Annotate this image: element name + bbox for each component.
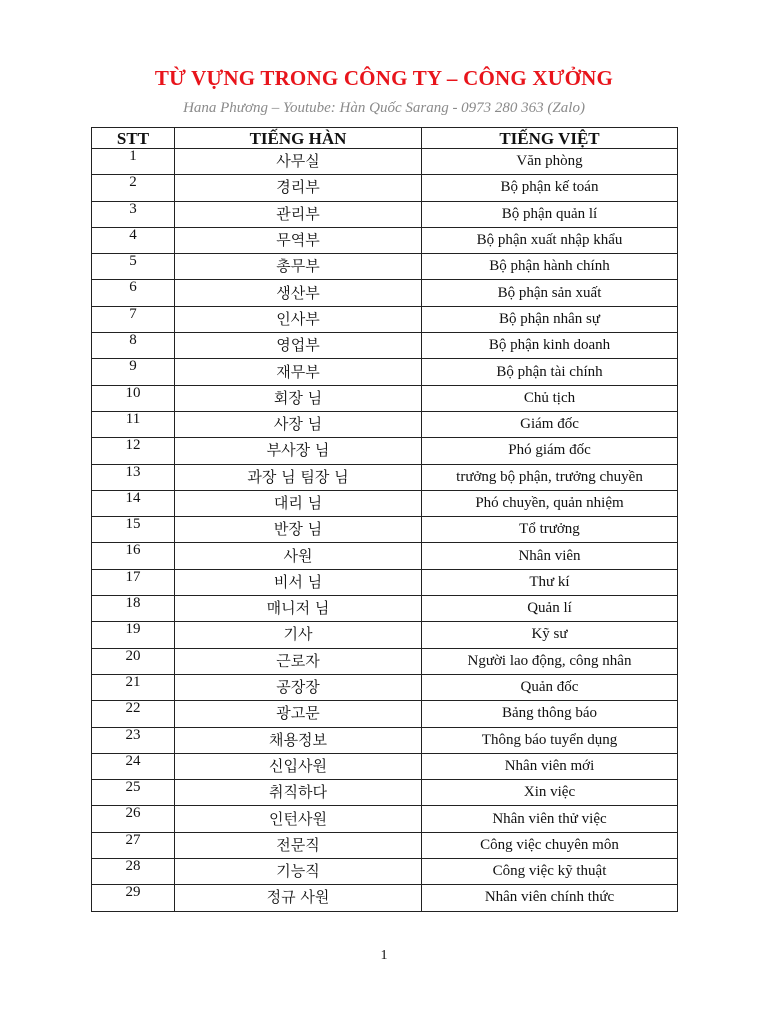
korean-term: 취직하다 xyxy=(175,780,422,806)
vietnamese-term: Bộ phận nhân sự xyxy=(422,306,678,332)
table-row xyxy=(92,622,678,648)
table-row xyxy=(92,149,678,175)
table-row xyxy=(92,517,678,543)
vietnamese-term: Kỹ sư xyxy=(422,622,678,648)
korean-term: 총무부 xyxy=(175,254,422,280)
row-number: 15 xyxy=(92,517,175,543)
document-title: TỪ VỰNG TRONG CÔNG TY – CÔNG XƯỞNG xyxy=(154,66,614,90)
korean-term: 생산부 xyxy=(175,280,422,306)
row-number: 9 xyxy=(92,359,175,385)
row-number: 1 xyxy=(92,149,175,175)
row-number: 24 xyxy=(92,753,175,779)
korean-term: 반장 님 xyxy=(175,517,422,543)
row-number: 26 xyxy=(92,806,175,832)
table-row xyxy=(92,490,678,516)
row-number: 13 xyxy=(92,464,175,490)
vietnamese-term: Phó chuyền, quản nhiệm xyxy=(422,490,678,516)
korean-term: 회장 님 xyxy=(175,385,422,411)
row-number: 8 xyxy=(92,333,175,359)
table-row xyxy=(92,175,678,201)
vietnamese-term: Công việc chuyên môn xyxy=(422,832,678,858)
row-number: 17 xyxy=(92,569,175,595)
korean-term: 정규 사원 xyxy=(175,885,422,911)
header-stt: STT xyxy=(92,128,175,149)
korean-term: 인턴사원 xyxy=(175,806,422,832)
header-korean: TIẾNG HÀN xyxy=(175,128,422,149)
vietnamese-term: Chủ tịch xyxy=(422,385,678,411)
vietnamese-term: Văn phòng xyxy=(422,149,678,175)
table-row xyxy=(92,359,678,385)
table-row xyxy=(92,464,678,490)
korean-term: 신입사원 xyxy=(175,753,422,779)
table-body xyxy=(92,149,678,912)
table-row xyxy=(92,832,678,858)
vietnamese-term: Quản lí xyxy=(422,596,678,622)
vietnamese-term: trưởng bộ phận, trưởng chuyền xyxy=(422,464,678,490)
vietnamese-term: Bộ phận quản lí xyxy=(422,201,678,227)
row-number: 16 xyxy=(92,543,175,569)
table-row xyxy=(92,885,678,911)
table-row xyxy=(92,227,678,253)
row-number: 29 xyxy=(92,885,175,911)
document-subtitle: Hana Phương – Youtube: Hàn Quốc Sarang - 0973 280 363 (Zalo) xyxy=(183,100,585,116)
korean-term: 대리 님 xyxy=(175,490,422,516)
table-row xyxy=(92,727,678,753)
korean-term: 영업부 xyxy=(175,333,422,359)
table-row xyxy=(92,648,678,674)
vietnamese-term: Bộ phận kinh doanh xyxy=(422,333,678,359)
row-number: 11 xyxy=(92,411,175,437)
row-number: 19 xyxy=(92,622,175,648)
row-number: 5 xyxy=(92,254,175,280)
table-row xyxy=(92,596,678,622)
table-row xyxy=(92,701,678,727)
header-vietnamese: TIẾNG VIỆT xyxy=(422,128,678,149)
vietnamese-term: Nhân viên xyxy=(422,543,678,569)
korean-term: 관리부 xyxy=(175,201,422,227)
row-number: 25 xyxy=(92,780,175,806)
table-row xyxy=(92,438,678,464)
korean-term: 공장장 xyxy=(175,674,422,700)
korean-term: 경리부 xyxy=(175,175,422,201)
korean-term: 광고문 xyxy=(175,701,422,727)
table-row xyxy=(92,201,678,227)
korean-term: 사장 님 xyxy=(175,411,422,437)
row-number: 6 xyxy=(92,280,175,306)
korean-term: 기사 xyxy=(175,622,422,648)
vietnamese-term: Phó giám đốc xyxy=(422,438,678,464)
row-number: 27 xyxy=(92,832,175,858)
table-row xyxy=(92,333,678,359)
row-number: 21 xyxy=(92,674,175,700)
row-number: 7 xyxy=(92,306,175,332)
vietnamese-term: Bộ phận kế toán xyxy=(422,175,678,201)
vietnamese-term: Giám đốc xyxy=(422,411,678,437)
row-number: 20 xyxy=(92,648,175,674)
page-number: 1 xyxy=(380,948,388,963)
korean-term: 매니저 님 xyxy=(175,596,422,622)
table-row xyxy=(92,569,678,595)
korean-term: 기능직 xyxy=(175,859,422,885)
row-number: 4 xyxy=(92,227,175,253)
table-row xyxy=(92,543,678,569)
vietnamese-term: Bảng thông báo xyxy=(422,701,678,727)
row-number: 3 xyxy=(92,201,175,227)
korean-term: 사원 xyxy=(175,543,422,569)
korean-term: 인사부 xyxy=(175,306,422,332)
row-number: 23 xyxy=(92,727,175,753)
row-number: 10 xyxy=(92,385,175,411)
vietnamese-term: Tổ trưởng xyxy=(422,517,678,543)
table-header xyxy=(92,128,678,149)
korean-term: 부사장 님 xyxy=(175,438,422,464)
table-row xyxy=(92,411,678,437)
table-row xyxy=(92,753,678,779)
vietnamese-term: Bộ phận hành chính xyxy=(422,254,678,280)
table-row xyxy=(92,806,678,832)
row-number: 14 xyxy=(92,490,175,516)
korean-term: 근로자 xyxy=(175,648,422,674)
korean-term: 사무실 xyxy=(175,149,422,175)
vietnamese-term: Thư kí xyxy=(422,569,678,595)
row-number: 12 xyxy=(92,438,175,464)
table-row xyxy=(92,280,678,306)
header-row xyxy=(92,128,678,149)
korean-term: 전문직 xyxy=(175,832,422,858)
korean-term: 비서 님 xyxy=(175,569,422,595)
vietnamese-term: Nhân viên thử việc xyxy=(422,806,678,832)
table-row xyxy=(92,859,678,885)
vietnamese-term: Bộ phận sản xuất xyxy=(422,280,678,306)
vietnamese-term: Người lao động, công nhân xyxy=(422,648,678,674)
row-number: 2 xyxy=(92,175,175,201)
table-row xyxy=(92,385,678,411)
table-row xyxy=(92,780,678,806)
vietnamese-term: Xin việc xyxy=(422,780,678,806)
vietnamese-term: Quản đốc xyxy=(422,674,678,700)
korean-term: 과장 님 팀장 님 xyxy=(175,464,422,490)
vietnamese-term: Công việc kỹ thuật xyxy=(422,859,678,885)
row-number: 18 xyxy=(92,596,175,622)
table-row xyxy=(92,306,678,332)
table-row xyxy=(92,674,678,700)
korean-term: 무역부 xyxy=(175,227,422,253)
korean-term: 채용정보 xyxy=(175,727,422,753)
vocabulary-table xyxy=(91,127,678,912)
vietnamese-term: Bộ phận xuất nhập khẩu xyxy=(422,227,678,253)
vietnamese-term: Nhân viên chính thức xyxy=(422,885,678,911)
row-number: 28 xyxy=(92,859,175,885)
table-row xyxy=(92,254,678,280)
vietnamese-term: Thông báo tuyển dụng xyxy=(422,727,678,753)
korean-term: 재무부 xyxy=(175,359,422,385)
vietnamese-term: Nhân viên mới xyxy=(422,753,678,779)
vietnamese-term: Bộ phận tài chính xyxy=(422,359,678,385)
row-number: 22 xyxy=(92,701,175,727)
